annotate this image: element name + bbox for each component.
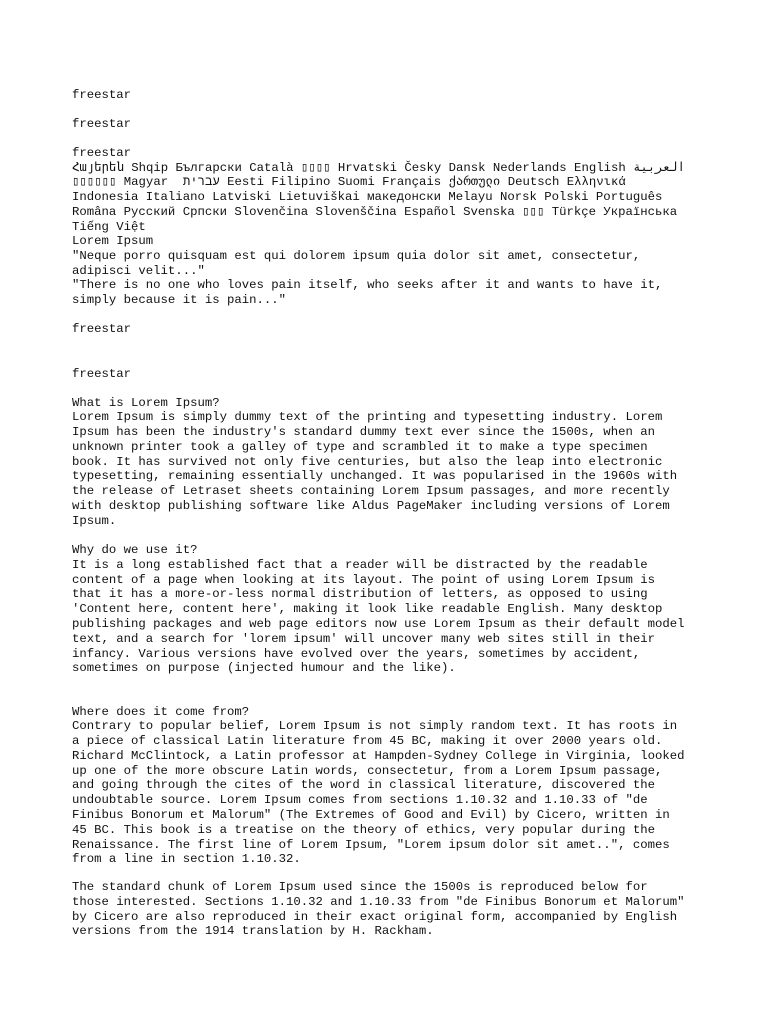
ad-label-freestar: freestar [72,88,132,102]
paragraph-line: infancy. Various versions have evolved over the years, sometimes by accident, [72,646,641,661]
paragraph-line: with desktop publishing software like Aldus PageMaker including versions of Lorem [72,499,670,514]
paragraph-line: sometimes on purpose (injected humour and the like). [72,661,456,676]
section-standard-chunk [72,880,712,939]
paragraph-line: It is a long established fact that a reader will be distracted by the readable [72,557,648,572]
language-list-line-4[interactable]: Româna Русский Српски Slovenčina Slovenščina Español Svenska ▯▯▯ Türkçe Українська [72,205,678,219]
paragraph-line: The standard chunk of Lorem Ipsum used since the 1500s is reproduced below for [72,880,648,894]
paragraph-line: Contrary to popular belief, Lorem Ipsum is not simply random text. It has roots in [72,719,678,734]
paragraph-line: Finibus Bonorum et Malorum" (The Extremes of Good and Evil) by Cicero, written in [72,808,670,823]
paragraph-line: book. It has survived not only five centuries, but also the leap into electronic [72,454,663,469]
paragraph-line: Ipsum. [72,513,117,528]
paragraph-line: publishing packages and web page editors now use Lorem Ipsum as their default model [72,616,685,631]
quote-2-line-1: "There is no one who loves pain itself, who seeks after it and wants to have it, [72,278,663,292]
paragraph-line: Richard McClintock, a Latin professor at Hampden-Sydney College in Virginia, looked [72,748,685,763]
paragraph-line: text, and a search for 'lorem ipsum' will uncover many web sites still in their [72,631,655,646]
paragraph-line: Ipsum has been the industry's standard dummy text ever since the 1500s, when an [72,425,655,440]
language-list-line-5[interactable]: Tiếng Việt [72,219,146,234]
ad-label-freestar: freestar [72,322,132,336]
paragraph-line: 'Content here, content here', making it look like readable English. Many desktop [72,602,663,617]
section-heading: Where does it come from? [72,704,250,719]
quote-2-line-2: simply because it is pain..." [72,293,287,307]
paragraph-line: undoubtable source. Lorem Ipsum comes from sections 1.10.32 and 1.10.33 of "de [72,793,648,808]
paragraph-line: and going through the cites of the word in classical literature, discovered the [72,778,655,793]
paragraph-line: typesetting, remaining essentially unchanged. It was popularised in the 1960s with [72,469,678,484]
ad-label-freestar: freestar [72,117,132,131]
section-heading: What is Lorem Ipsum? [72,395,220,410]
language-list-line-1[interactable]: Հայերեն Shqip Български Català ▯▯▯▯ Hrvatski Česky Dansk Nederlands English العربية [72,160,685,175]
paragraph-line: content of a page when looking at its layout. The point of using Lorem Ipsum is [72,572,655,587]
paragraph-line: that it has a more-or-less normal distribution of letters, as opposed to using [72,587,648,602]
quote-1-line-2: adipisci velit..." [72,263,205,278]
paragraph-line: unknown printer took a galley of type and scrambled it to make a type specimen [72,439,648,454]
paragraph-line: Renaissance. The first line of Lorem Ipsum, "Lorem ipsum dolor sit amet..", comes [72,837,670,852]
section-heading: Why do we use it? [72,543,198,557]
paragraph-line: the release of Letraset sheets containing Lorem Ipsum passages, and more recently [72,484,670,499]
language-list-line-3[interactable]: Indonesia Italiano Latviski Lietuviškai македонски Melayu Norsk Polski Português [72,190,663,204]
paragraph-line: by Cicero are also reproduced in their exact original form, accompanied by English [72,909,678,924]
section-what-is [72,396,712,529]
paragraph-line: a piece of classical Latin literature from 45 BC, making it over 2000 years old. [72,734,663,749]
paragraph-line: versions from the 1914 translation by H. Rackham. [72,924,434,939]
ad-label-freestar: freestar [72,146,132,160]
language-list-line-2[interactable]: ▯▯▯▯▯▯ Magyar עברית Eesti Filipino Suomi Français ქართული Deutsch Ελληνικά [72,175,626,189]
paragraph-line: Lorem Ipsum is simply dummy text of the printing and typesetting industry. Lorem [72,410,663,425]
paragraph-line: 45 BC. This book is a treatise on the theory of ethics, very popular during the [72,822,655,837]
page-title: Lorem Ipsum [72,234,154,248]
paragraph-line: those interested. Sections 1.10.32 and 1.10.33 from "de Finibus Bonorum et Malorum" [72,894,685,909]
ad-label-freestar: freestar [72,366,132,381]
paragraph-line: from a line in section 1.10.32. [72,852,301,867]
paragraph-line: up one of the more obscure Latin words, consectetur, from a Lorem Ipsum passage, [72,763,663,778]
section-why-use [72,543,712,676]
section-where-from [72,705,712,868]
quote-1-line-1: "Neque porro quisquam est qui dolorem ipsum quia dolor sit amet, consectetur, [72,249,641,263]
